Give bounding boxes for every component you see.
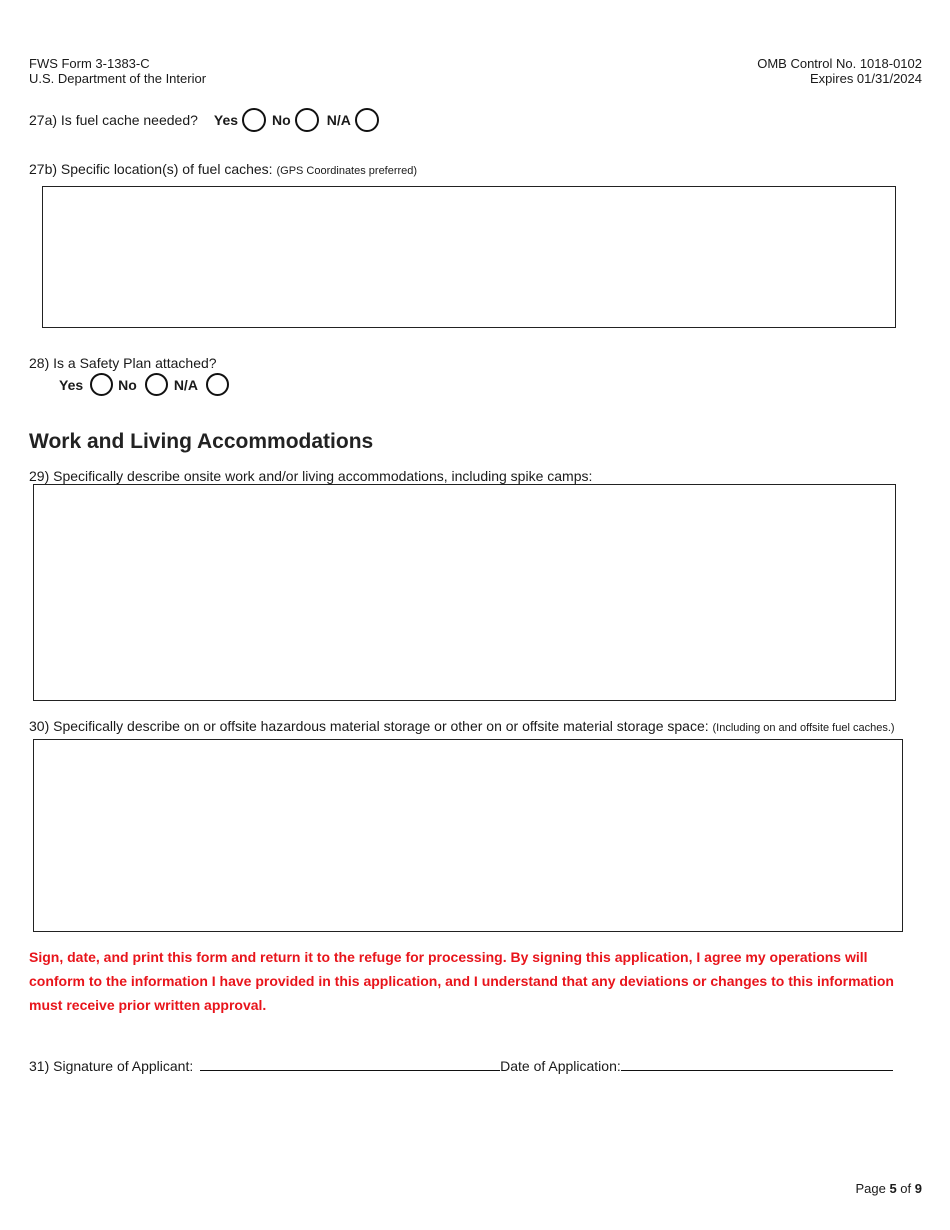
- signature-label: 31) Signature of Applicant:: [29, 1058, 194, 1074]
- radio-label-yes: Yes: [59, 376, 84, 393]
- fuel-cache-locations-textarea[interactable]: [42, 186, 896, 328]
- fuel-cache-no-radio[interactable]: [295, 108, 319, 132]
- safety-plan-na-radio[interactable]: [206, 373, 229, 396]
- radio-label-na: N/A: [173, 376, 198, 393]
- safety-plan-yes-radio[interactable]: [90, 373, 113, 396]
- section-title: Work and Living Accommodations: [29, 430, 374, 453]
- radio-label-yes: Yes: [213, 112, 239, 128]
- form-number: FWS Form 3-1383-C: [29, 56, 150, 71]
- fuel-cache-yes-radio[interactable]: [242, 108, 266, 132]
- question-29-label: 29) Specifically describe onsite work and/or living accommodations, including spike camps:: [29, 468, 593, 484]
- question-30-note: (Including on and offsite fuel caches.): [712, 722, 895, 734]
- question-27a: [29, 108, 385, 132]
- radio-label-no: No: [118, 376, 137, 393]
- form-header-left: [29, 56, 206, 86]
- form-header-right: [757, 56, 922, 86]
- page-total: 9: [914, 1181, 922, 1196]
- department-name: U.S. Department of the Interior: [29, 71, 207, 86]
- page-of: of: [900, 1181, 912, 1196]
- fuel-cache-na-radio[interactable]: [355, 108, 379, 132]
- signature-field[interactable]: [200, 1056, 500, 1071]
- signature-notice: Sign, date, and print this form and return it to the refuge for processing. By signing this application, I agree my operations will conform to the information I have provided in this application, and I understand that any deviations or changes to this information must receive prior written approval.: [29, 949, 894, 1013]
- safety-plan-radio-group: [59, 373, 235, 396]
- question-30: [29, 718, 895, 736]
- accommodations-textarea[interactable]: [33, 484, 896, 701]
- omb-control-number: OMB Control No. 1018-0102: [757, 56, 922, 71]
- question-27b-label: 27b) Specific location(s) of fuel caches:: [29, 161, 273, 177]
- question-30-label: 30) Specifically describe on or offsite hazardous material storage or other on or offsite material storage space:: [29, 718, 709, 734]
- page-indicator: [855, 1181, 922, 1196]
- material-storage-textarea[interactable]: [33, 739, 903, 932]
- radio-label-na: N/A: [326, 112, 351, 128]
- radio-label-no: No: [272, 112, 291, 128]
- question-27a-label: 27a) Is fuel cache needed?: [29, 112, 198, 128]
- date-field[interactable]: [621, 1056, 893, 1071]
- question-28-label: 28) Is a Safety Plan attached?: [29, 355, 217, 371]
- safety-plan-no-radio[interactable]: [145, 373, 168, 396]
- question-27b: [29, 161, 417, 179]
- page-current: 5: [889, 1181, 897, 1196]
- date-label: Date of Application:: [500, 1058, 621, 1074]
- question-27b-note: (GPS Coordinates preferred): [276, 165, 418, 177]
- expiration-date: Expires 01/31/2024: [809, 71, 922, 86]
- fuel-cache-radio-group: [214, 108, 385, 132]
- page-prefix: Page: [855, 1181, 886, 1196]
- signature-row: [29, 1056, 893, 1074]
